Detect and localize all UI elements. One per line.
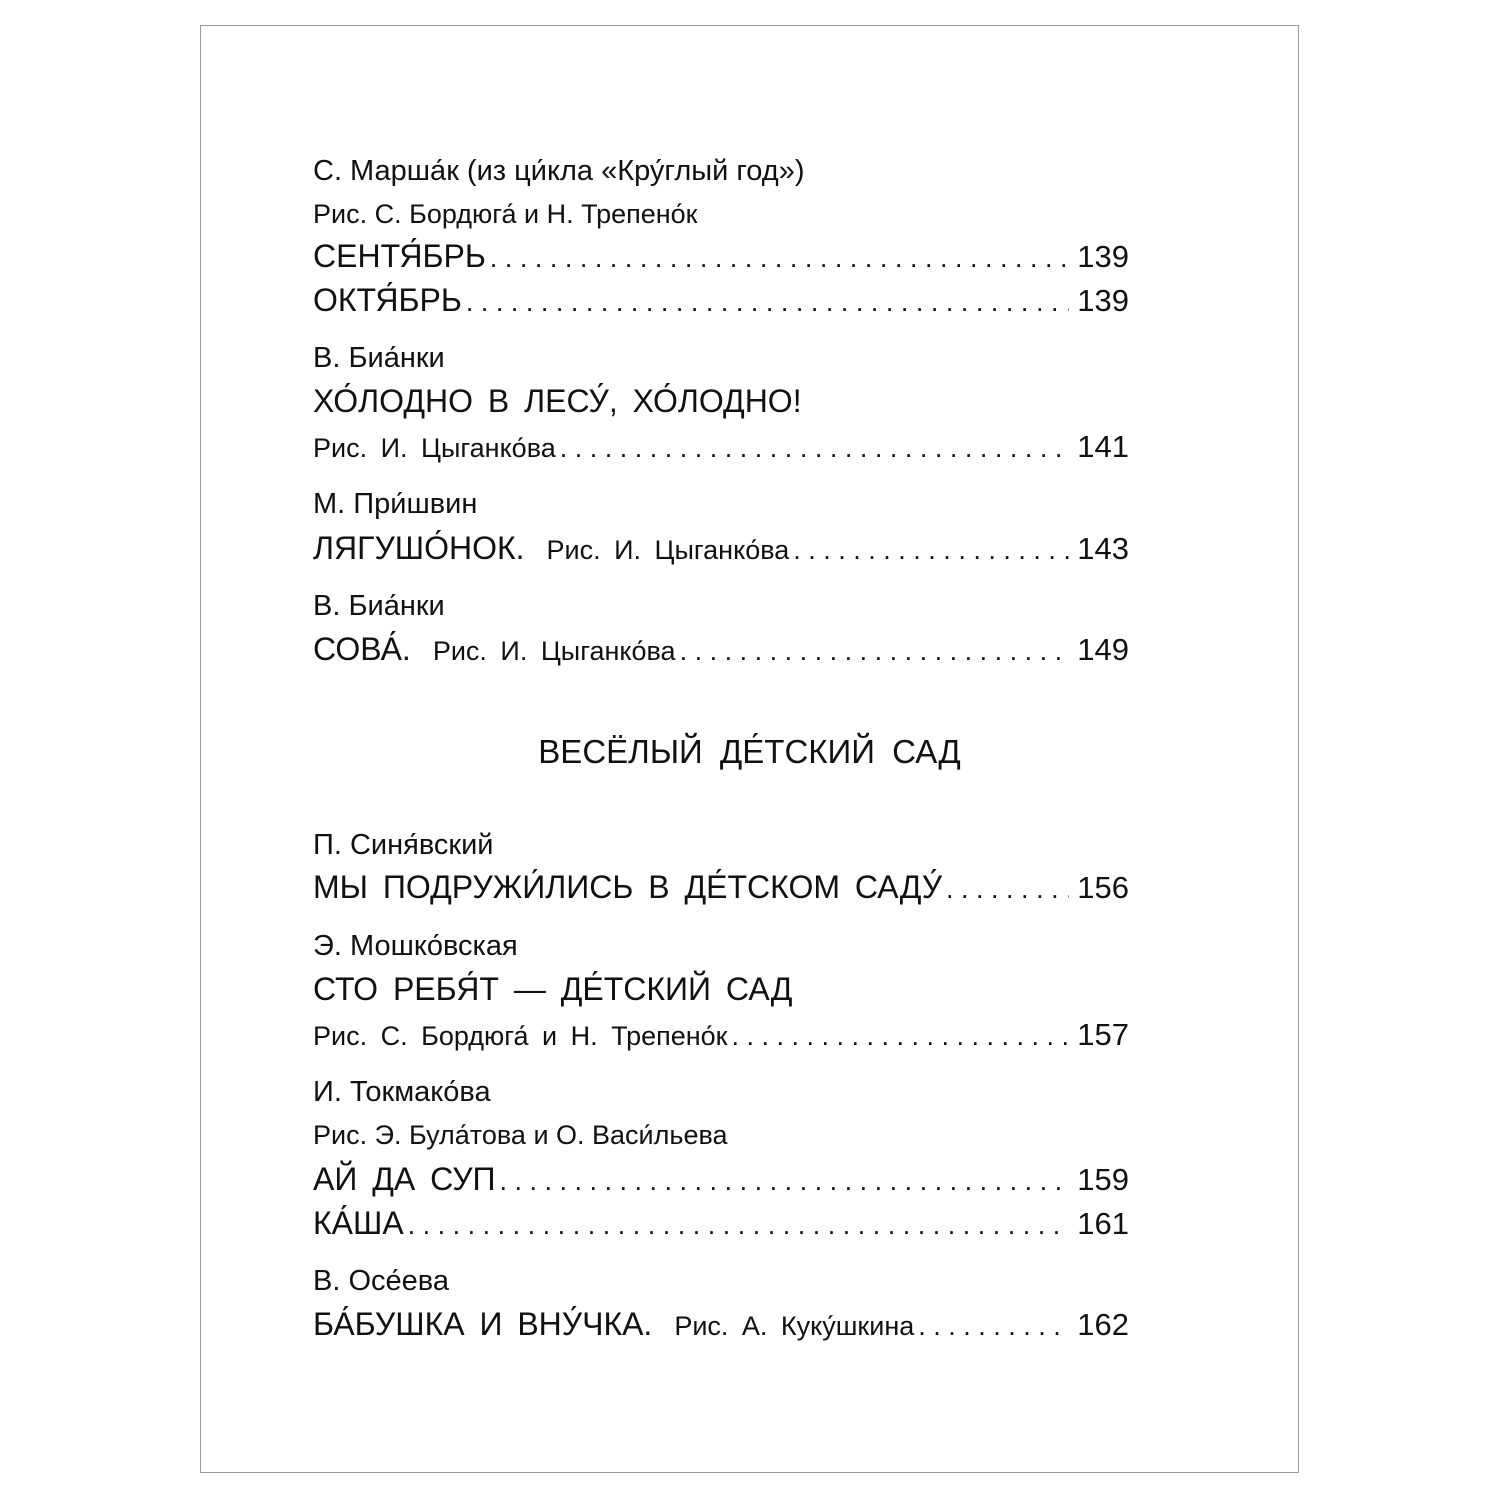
toc-entry	[313, 1308, 1129, 1340]
toc-title: ЛЯГУШО́НОК.	[313, 530, 525, 566]
section-heading: ВЕСЁЛЫЙ ДЕ́ТСКИЙ САД	[538, 733, 961, 770]
toc-entry	[313, 532, 1129, 564]
toc-author: П. Синя́вский	[313, 829, 494, 861]
toc-dot-leader	[486, 245, 1069, 272]
toc-author: В. Биа́нки	[313, 342, 445, 374]
toc-page-number: 139	[1077, 239, 1129, 274]
toc-entry	[313, 1163, 1129, 1195]
toc-entry	[313, 871, 1129, 903]
toc-dot-leader	[789, 537, 1069, 564]
toc-entry	[313, 431, 1129, 462]
toc-illustrators: Рис. С. Бордюга́ и Н. Трепено́к	[313, 199, 698, 229]
toc-page-number: 159	[1077, 1162, 1129, 1197]
toc-author: И. Токмако́ва	[313, 1076, 491, 1108]
toc-dot-leader	[404, 1212, 1070, 1239]
toc-illustrators: Рис. И. Цыганко́ва	[546, 535, 790, 565]
toc-dot-leader	[556, 435, 1070, 462]
toc-dot-leader	[496, 1168, 1070, 1195]
toc-page-number: 139	[1077, 283, 1129, 318]
toc-page-number: 141	[1077, 429, 1129, 464]
toc-entry	[313, 633, 1129, 665]
toc-dot-leader	[914, 1313, 1069, 1340]
toc-page-number: 162	[1077, 1307, 1129, 1342]
toc-title: КА́ША	[313, 1205, 404, 1241]
toc-title: АЙ ДА СУП	[313, 1161, 496, 1197]
toc-author: Э. Мошко́вская	[313, 930, 518, 962]
toc-page-number: 143	[1077, 531, 1129, 566]
toc-illustrators: Рис. И. Цыганко́ва	[432, 636, 676, 666]
toc-page-number: 156	[1077, 870, 1129, 905]
toc-author: В. Осе́ева	[313, 1265, 449, 1297]
toc-illustrators: Рис. С. Бордюга́ и Н. Трепено́к	[313, 1021, 728, 1051]
toc-title: СЕНТЯ́БРЬ	[313, 238, 486, 274]
toc-entry	[313, 1207, 1129, 1239]
toc-title: МЫ ПОДРУЖИ́ЛИСЬ В ДЕ́ТСКОМ САДУ́	[313, 869, 943, 905]
toc-illustrators: Рис. А. Куку́шкина	[674, 1311, 915, 1341]
toc-title: ХО́ЛОДНО В ЛЕСУ́, ХО́ЛОДНО!	[313, 383, 802, 419]
toc-illustrators: Рис. И. Цыганко́ва	[313, 433, 556, 463]
toc-dot-leader	[942, 876, 1069, 903]
toc-dot-leader	[676, 638, 1070, 665]
toc-author: М. При́швин	[313, 488, 478, 520]
toc-dot-leader	[727, 1023, 1069, 1050]
toc-dot-leader	[462, 289, 1069, 316]
toc-illustrators: Рис. Э. Була́това и О. Васи́льева	[313, 1120, 728, 1150]
toc-title: БА́БУШКА И ВНУ́ЧКА.	[313, 1306, 653, 1342]
toc-title: ОКТЯ́БРЬ	[313, 282, 462, 318]
toc-title: СОВА́.	[313, 631, 411, 667]
toc-entry	[313, 1019, 1129, 1050]
toc-entry	[313, 240, 1129, 272]
toc-author: С. Марша́к (из ци́кла «Кру́глый год»)	[313, 155, 805, 187]
toc-author: В. Биа́нки	[313, 590, 445, 622]
toc-title: СТО РЕБЯ́Т — ДЕ́ТСКИЙ САД	[313, 971, 793, 1007]
toc-page-number: 157	[1077, 1017, 1129, 1052]
toc-entry	[313, 284, 1129, 316]
toc-page-number: 161	[1077, 1206, 1129, 1241]
toc-page-number: 149	[1077, 632, 1129, 667]
